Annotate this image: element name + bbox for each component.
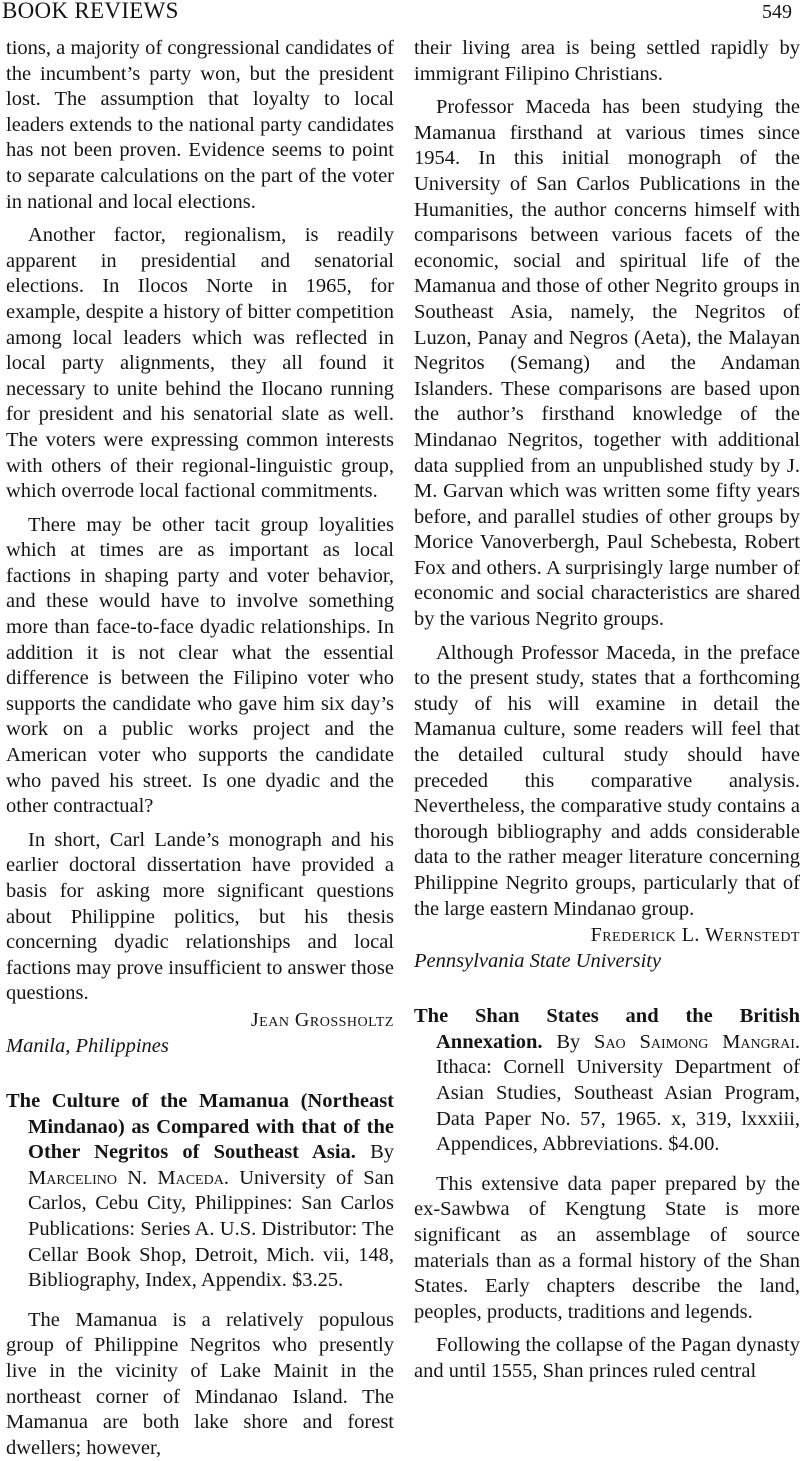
book-by: By bbox=[370, 1141, 394, 1164]
book-details: University of San Carlos, Cebu City, Philippines: San Carlos Publications: Series A. U.S. Distributor: The Cellar Book Shop, Detroit, Mich. vii, 148, Bibliography, Index, Appendix. $3.25. bbox=[28, 1166, 395, 1292]
reviewer-affiliation: Pennsylvania State University bbox=[414, 950, 662, 973]
left-para-3: There may be other tacit group loyalities which at times are as important as local factions in shaping party and voter behavior, and these would have to involve something more than face-to-face dyadic relationships. In addition it is not clear what the essential difference is between the Filipino voter who supports the candidate who gave him six day’s work on a public works project and the American voter who supports the candidate who paved his street. Is one dyadic and the other contractual? bbox=[6, 513, 394, 818]
reviewer-affiliation: Manila, Philippines bbox=[6, 1034, 169, 1057]
book-title: The Culture of the Mamanua (Northeast Mindanao) as Compared with that of the Other Negritos of Southeast Asia. bbox=[6, 1089, 394, 1164]
review-citation-mamanua bbox=[6, 1089, 394, 1294]
reviewer-signature: Frederick L. Wernstedt bbox=[590, 924, 800, 947]
page-header bbox=[0, 0, 800, 28]
left-para-2: Another factor, regionalism, is readily apparent in presidential and senatorial elections. In Ilocos Norte in 1965, for example, despite a history of bitter competition among local leaders which was reflected in local party alignments, they all found it necessary to unite behind the Ilocano running for president and his senatorial slate as well. The voters were expressing common interests with others of their regional-linguistic group, which overrode local factional commitments. bbox=[6, 224, 394, 503]
review-citation-shan-states bbox=[414, 1004, 800, 1158]
left-para-1: tions, a majority of congressional candidates of the incumbent’s party won, but the president lost. The assumption that loyalty to local leaders extends to the national party candidates has not been proven. Evidence seems to point to separate calculations on the part of the voter in national and local elections. bbox=[6, 37, 394, 213]
left-column bbox=[6, 36, 394, 1461]
page-number: 549 bbox=[762, 1, 792, 23]
right-para-5: Following the collapse of the Pagan dynasty and until 1555, Shan princes ruled central bbox=[414, 1334, 800, 1382]
book-author: Sao Saimong Mangrai. bbox=[594, 1030, 800, 1053]
left-para-4: In short, Carl Lande’s monograph and his earlier doctoral dissertation have provided a basis for asking more significant questions about Philippine politics, but his thesis concerning dyadic relationships and local factions may prove insufficient to answer those questions. bbox=[6, 828, 394, 1005]
right-para-3: Although Professor Maceda, in the preface to the present study, states that a forthcoming study of his will examine in detail the Mamanua culture, some readers will feel that the detailed cultural study should have preceded this comparative analysis. Nevertheless, the comparative study contains a thorough bibliography and adds considerable data to the rather meager literature concerning Philippine Negrito groups, particularly that of the large eastern Mindanao group. bbox=[414, 641, 800, 920]
book-by: By bbox=[556, 1030, 581, 1053]
left-para-5: The Mamanua is a relatively populous group of Philippine Negritos who presently live in the vicinity of Lake Mainit in the northeast corner of Mindanao Island. The Mamanua are both lake shore and forest dwellers; however, bbox=[6, 1308, 394, 1459]
book-details: Ithaca: Cornell University Department of Asian Studies, Southeast Asian Program, Data Paper No. 57, 1965. x, 319, lxxxiii, Appendices, Abbreviations. $4.00. bbox=[436, 1056, 800, 1156]
reviewer-signature: Jean Grossholtz bbox=[250, 1008, 394, 1031]
right-para-1: their living area is being settled rapidly by immigrant Filipino Christians. bbox=[414, 37, 800, 85]
running-head: BOOK REVIEWS bbox=[2, 0, 179, 23]
right-para-4: This extensive data paper prepared by the ex-Sawbwa of Kengtung State is more significant as an assemblage of source materials than as a formal history of the Shan States. Early chapters describe the land, peoples, products, traditions and legends. bbox=[414, 1172, 800, 1323]
book-author: Marcelino N. Maceda. bbox=[28, 1166, 229, 1189]
right-column bbox=[414, 36, 800, 1385]
book-title: The Shan States and the British Annexation. bbox=[414, 1005, 800, 1053]
right-para-2: Professor Maceda has been studying the Mamanua firsthand at various times since 1954. In this initial monograph of the University of San Carlos Publications in the Humanities, the author concerns himself with comparisons between various facets of the economic, social and spiritual life of the Mamanua and those of other Negrito groups in Southeast Asia, namely, the Negritos of Luzon, Panay and Negros (Aeta), the Malayan Negritos (Semang) and the Andaman Islanders. These comparisons are based upon the author’s firsthand knowledge of the Mindanao Negritos, together with additional data supplied from an unpublished study by J. M. Garvan which was written some fifty years before, and parallel studies of other groups by Morice Vanoverbergh, Paul Schebesta, Robert Fox and others. A surprisingly large number of economic and social characteristics are shared by the various Negrito groups. bbox=[414, 96, 800, 631]
